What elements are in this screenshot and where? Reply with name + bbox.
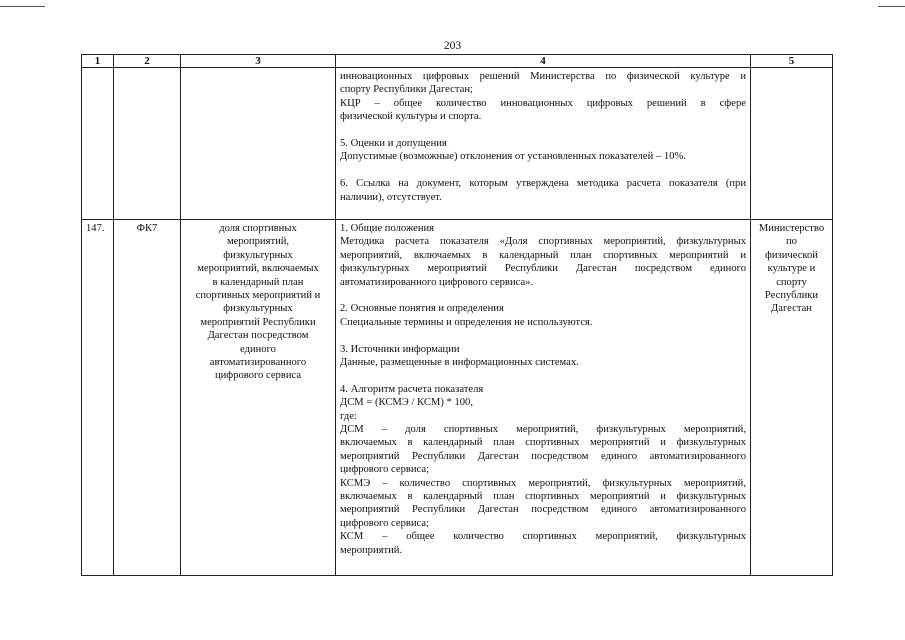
table-header-row (82, 55, 833, 68)
text-line: Специальные термины и определения не используются. (340, 316, 593, 328)
text-line: цифрового сервиса; (340, 517, 430, 529)
text-line: Республики (764, 290, 819, 302)
method-paragraph (340, 383, 746, 557)
text-line: единого (240, 343, 276, 355)
header-col-2: 2 (114, 55, 181, 68)
text-line: Дагестан (771, 303, 812, 315)
cell-number: 147. (82, 220, 114, 576)
cell-method (336, 220, 751, 576)
cell-method-continued (336, 68, 751, 220)
table-row-continued (82, 68, 833, 220)
text-line: мероприятий Республики Дагестан посредством единого автоматизированного (340, 450, 746, 462)
text-line: включаемых в календарный план спортивных мероприятий и физкультурных (340, 491, 746, 503)
text-line: мероприятий, (226, 236, 290, 248)
text-line: спортивных мероприятий и (195, 290, 321, 302)
method-paragraph (340, 222, 746, 289)
cell-responsible-empty (751, 68, 833, 220)
text-line: автоматизированного цифрового сервиса». (340, 276, 534, 288)
cell-indicator-name (181, 220, 336, 576)
text-line: КСМЭ – количество спортивных мероприятий, физкультурных мероприятий, (340, 477, 746, 489)
text-line: Министерство по (758, 223, 825, 248)
text-line: КСМ – общее количество спортивных мероприятий, физкультурных (340, 531, 746, 543)
header-col-1: 1 (82, 55, 114, 68)
text-line: Методика расчета показателя «Доля спортивных мероприятий, физкультурных (340, 236, 746, 248)
header-col-4: 4 (336, 55, 751, 68)
text-line: инновационных цифровых решений Министерства по физической культуре и (340, 71, 746, 82)
method-paragraph (340, 302, 746, 329)
section-heading: 4. Алгоритм расчета показателя (340, 383, 484, 395)
cell-responsible (751, 220, 833, 576)
text-line: доля спортивных (219, 223, 297, 234)
text-line: физической культуры и спорта. (340, 111, 482, 123)
text-line: КЦР – общее количество инновационных цифровых решений в сфере (340, 97, 746, 109)
text-line: физкультурных (223, 249, 293, 261)
section-heading: 2. Основные понятия и определения (340, 303, 504, 315)
text-line: мероприятий Республики (200, 316, 316, 328)
text-line: цифрового сервиса (214, 370, 302, 382)
text-line: включаемых в календарный план спортивных мероприятий и физкультурных (340, 437, 746, 449)
cell-code: ФК7 (114, 220, 181, 576)
text-line: физкультурных (223, 303, 293, 315)
section-heading: 3. Источники информации (340, 343, 460, 355)
text-line: Данные, размещенные в информационных системах. (340, 357, 579, 369)
text-line: Допустимые (возможные) отклонения от установленных показателей – 10%. (340, 151, 686, 163)
text-line: мероприятий. (340, 544, 403, 556)
header-col-5: 5 (751, 55, 833, 68)
text-line: физической (765, 249, 818, 261)
text-line: мероприятий, включаемых в календарный план спортивных мероприятий и (340, 249, 746, 261)
indicator-table (81, 54, 833, 576)
text-line: цифрового сервиса; (340, 464, 430, 476)
table-row-147 (82, 220, 833, 576)
text-line: автоматизированного (209, 357, 307, 369)
method-paragraph (340, 70, 746, 124)
method-paragraph (340, 137, 746, 164)
method-paragraph (340, 343, 746, 370)
text-line: ДСМ – доля спортивных мероприятий, физкультурных мероприятий, (340, 424, 746, 436)
cell-code-empty (114, 68, 181, 220)
section-heading: 5. Оценки и допущения (340, 138, 447, 150)
text-line: Дагестан посредством (207, 330, 309, 342)
page-number: 203 (443, 40, 462, 52)
text-line: спорту Республики Дагестан; (340, 84, 473, 96)
text-line: физкультурных мероприятий Республики Дагестан посредством единого (340, 263, 746, 275)
text-line: наличии), отсутствует. (340, 191, 442, 203)
text-line: в календарный план (212, 276, 304, 288)
formula: ДСМ = (КСМЭ / КСМ) * 100, (340, 397, 473, 409)
cell-indicator-empty (181, 68, 336, 220)
text-line: где: (340, 410, 357, 422)
text-line: культуре и спорту (767, 263, 816, 288)
cell-number-empty (82, 68, 114, 220)
method-paragraph (340, 177, 746, 204)
section-heading: 1. Общие положения (340, 223, 435, 234)
header-col-3: 3 (181, 55, 336, 68)
text-line: мероприятий, включаемых (197, 263, 319, 275)
section-heading: 6. Ссылка на документ, которым утверждена методика расчета показателя (при (340, 178, 746, 190)
scan-edge-line-right (878, 6, 905, 7)
scan-edge-line-left (0, 6, 45, 7)
text-line: мероприятий Республики Дагестан посредством единого автоматизированного (340, 504, 746, 516)
